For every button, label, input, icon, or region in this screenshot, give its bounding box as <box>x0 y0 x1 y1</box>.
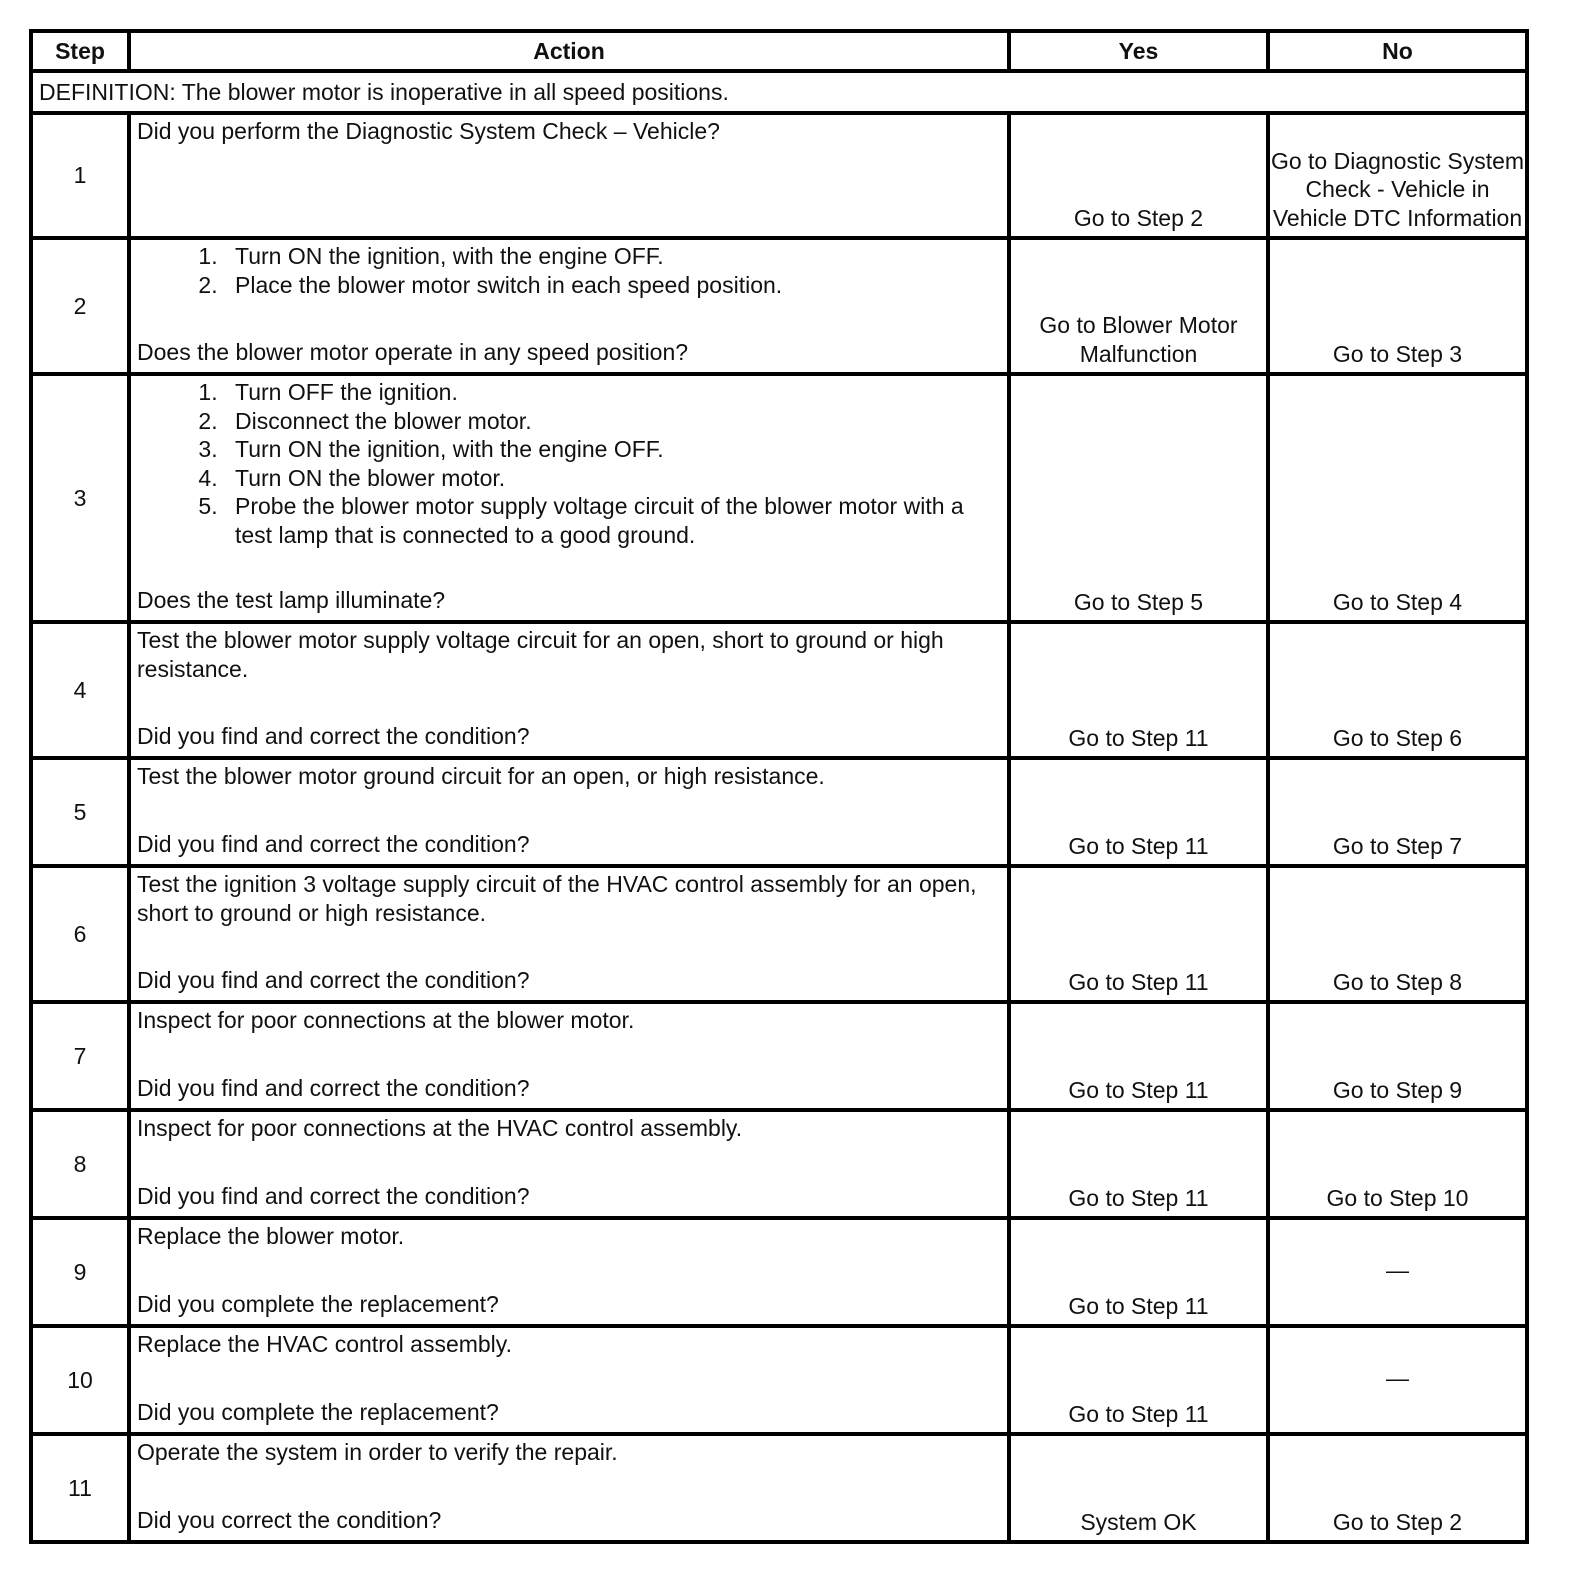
yes-cell: Go to Step 11 <box>1009 1218 1268 1326</box>
yes-cell: Go to Step 11 <box>1009 622 1268 758</box>
yes-cell: Go to Step 11 <box>1009 758 1268 866</box>
step-number: 5 <box>31 758 129 866</box>
definition-text: DEFINITION: The blower motor is inoperative in all speed positions. <box>31 71 1527 113</box>
no-cell: Go to Step 2 <box>1268 1434 1527 1542</box>
no-cell: — <box>1268 1218 1527 1326</box>
yes-cell: Go to Step 2 <box>1009 113 1268 238</box>
action-question: Did you find and correct the condition? <box>137 1182 530 1209</box>
action-cell <box>129 1110 1009 1218</box>
list-item: 1. Turn OFF the ignition. <box>198 379 458 405</box>
no-cell: Go to Step 8 <box>1268 866 1527 1002</box>
no-cell: Go to Diagnostic System Check - Vehicle in Vehicle DTC Information <box>1268 113 1527 238</box>
yes-cell: Go to Step 11 <box>1009 1326 1268 1434</box>
header-step: Step <box>31 31 129 71</box>
diagnostic-table <box>29 29 1529 1544</box>
list-item: 3. Turn ON the ignition, with the engine OFF. <box>198 436 664 462</box>
action-question: Does the blower motor operate in any speed position? <box>137 338 689 365</box>
table-row <box>31 1110 1527 1218</box>
no-cell: Go to Step 9 <box>1268 1002 1527 1110</box>
action-cell <box>129 374 1009 622</box>
action-question: Does the test lamp illuminate? <box>137 586 446 613</box>
table-row <box>31 1326 1527 1434</box>
action-cell <box>129 1218 1009 1326</box>
step-number: 1 <box>31 113 129 238</box>
action-cell <box>129 1326 1009 1434</box>
action-cell <box>129 622 1009 758</box>
action-text: Test the blower motor supply voltage circuit for an open, short to ground or high resistance. <box>137 627 944 682</box>
table-row <box>31 866 1527 1002</box>
no-cell: Go to Step 10 <box>1268 1110 1527 1218</box>
step-number: 11 <box>31 1434 129 1542</box>
header-no: No <box>1268 31 1527 71</box>
step-number: 3 <box>31 374 129 622</box>
step-number: 6 <box>31 866 129 1002</box>
action-question: Did you find and correct the condition? <box>137 1074 530 1101</box>
action-question: Did you find and correct the condition? <box>137 722 530 749</box>
definition-row <box>31 71 1527 113</box>
action-cell <box>129 113 1009 238</box>
action-question: Did you correct the condition? <box>137 1506 442 1533</box>
action-cell <box>129 238 1009 374</box>
list-item: 4. Turn ON the blower motor. <box>198 464 506 491</box>
no-cell: Go to Step 7 <box>1268 758 1527 866</box>
action-cell <box>129 1002 1009 1110</box>
action-steps-list <box>137 378 1001 549</box>
no-cell: Go to Step 3 <box>1268 238 1527 374</box>
no-cell: Go to Step 6 <box>1268 622 1527 758</box>
table-row <box>31 1218 1527 1326</box>
step-number: 10 <box>31 1326 129 1434</box>
list-item: 5. Probe the blower motor supply voltage circuit of the blower motor with a test lamp that is connected to a good ground. <box>198 493 964 548</box>
action-text: Replace the HVAC control assembly. <box>137 1331 512 1357</box>
table-row <box>31 622 1527 758</box>
yes-cell: Go to Step 11 <box>1009 1110 1268 1218</box>
step-number: 2 <box>31 238 129 374</box>
header-yes: Yes <box>1009 31 1268 71</box>
table-row <box>31 758 1527 866</box>
list-item: 1. Turn ON the ignition, with the engine OFF. <box>198 243 664 269</box>
action-question: Did you complete the replacement? <box>137 1290 499 1317</box>
header-row <box>31 31 1527 71</box>
action-text: Test the ignition 3 voltage supply circuit of the HVAC control assembly for an open, short to ground or high resistance. <box>137 871 977 926</box>
header-action: Action <box>129 31 1009 71</box>
table-row <box>31 1434 1527 1542</box>
action-text: Test the blower motor ground circuit for an open, or high resistance. <box>137 763 825 789</box>
action-cell <box>129 1434 1009 1542</box>
action-text: Replace the blower motor. <box>137 1223 405 1249</box>
action-text: Inspect for poor connections at the blower motor. <box>137 1007 635 1033</box>
table-row <box>31 113 1527 238</box>
list-item: 2. Disconnect the blower motor. <box>198 407 532 434</box>
step-number: 7 <box>31 1002 129 1110</box>
no-cell: — <box>1268 1326 1527 1434</box>
action-steps-list <box>137 242 1001 299</box>
action-question: Did you complete the replacement? <box>137 1398 499 1425</box>
step-number: 4 <box>31 622 129 758</box>
table-row <box>31 374 1527 622</box>
yes-cell: Go to Step 11 <box>1009 866 1268 1002</box>
yes-cell: System OK <box>1009 1434 1268 1542</box>
no-cell: Go to Step 4 <box>1268 374 1527 622</box>
action-cell <box>129 758 1009 866</box>
step-number: 8 <box>31 1110 129 1218</box>
action-question: Did you find and correct the condition? <box>137 966 530 993</box>
action-text: Operate the system in order to verify the repair. <box>137 1439 618 1465</box>
table-row <box>31 238 1527 374</box>
list-item: 2. Place the blower motor switch in each speed position. <box>198 271 783 298</box>
table-row <box>31 1002 1527 1110</box>
action-question: Did you find and correct the condition? <box>137 830 530 857</box>
yes-cell: Go to Blower Motor Malfunction <box>1009 238 1268 374</box>
step-number: 9 <box>31 1218 129 1326</box>
yes-cell: Go to Step 5 <box>1009 374 1268 622</box>
action-text: Did you perform the Diagnostic System Check – Vehicle? <box>137 118 720 144</box>
yes-cell: Go to Step 11 <box>1009 1002 1268 1110</box>
action-cell <box>129 866 1009 1002</box>
action-text: Inspect for poor connections at the HVAC control assembly. <box>137 1115 743 1141</box>
